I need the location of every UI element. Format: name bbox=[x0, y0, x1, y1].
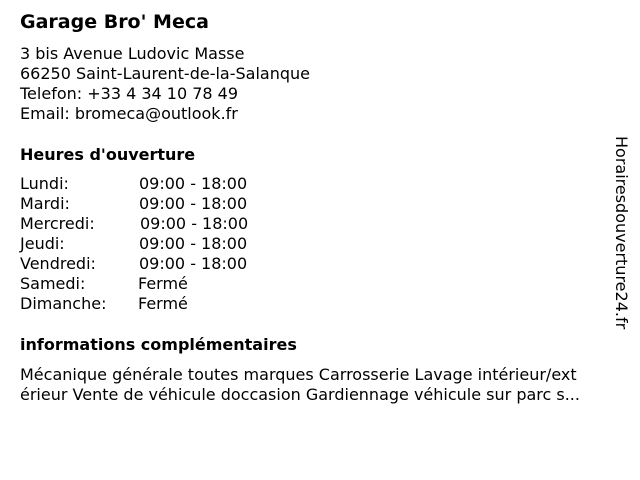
day-label: Mardi: bbox=[20, 194, 70, 213]
hours-row-wednesday bbox=[20, 214, 248, 234]
day-hours: 09:00 - 18:00 bbox=[140, 214, 249, 233]
business-name: Garage Bro' Meca bbox=[20, 11, 209, 33]
day-hours: 09:00 - 18:00 bbox=[139, 254, 248, 273]
hours-row-monday bbox=[20, 174, 248, 194]
hours-row-sunday bbox=[20, 294, 248, 314]
day-label: Samedi: bbox=[20, 274, 86, 293]
info-line: érieur Vente de véhicule doccasion Gardiennage véhicule sur parc s... bbox=[20, 385, 580, 404]
info-heading: informations complémentaires bbox=[20, 335, 297, 354]
day-label: Lundi: bbox=[20, 174, 69, 193]
hours-row-tuesday bbox=[20, 194, 248, 214]
email-text: Email: bromeca@outlook.fr bbox=[20, 104, 238, 123]
day-hours: Fermé bbox=[138, 294, 188, 313]
day-hours: 09:00 - 18:00 bbox=[139, 174, 248, 193]
hours-row-thursday bbox=[20, 234, 248, 254]
hours-table bbox=[20, 174, 248, 314]
site-watermark: Horairesdouverture24.fr bbox=[612, 136, 631, 330]
day-label: Jeudi: bbox=[20, 234, 65, 253]
info-line: Mécanique générale toutes marques Carrosserie Lavage intérieur/ext bbox=[20, 365, 577, 384]
address-street: 3 bis Avenue Ludovic Masse bbox=[20, 44, 245, 63]
hours-row-friday bbox=[20, 254, 248, 274]
day-label: Dimanche: bbox=[20, 294, 107, 313]
contact-block bbox=[20, 44, 310, 124]
address-city: 66250 Saint-Laurent-de-la-Salanque bbox=[20, 64, 310, 83]
hours-row-saturday bbox=[20, 274, 248, 294]
phone-text: Telefon: +33 4 34 10 78 49 bbox=[20, 84, 239, 103]
day-hours: 09:00 - 18:00 bbox=[139, 194, 248, 213]
info-text bbox=[20, 365, 630, 405]
day-hours: 09:00 - 18:00 bbox=[139, 234, 248, 253]
hours-heading: Heures d'ouverture bbox=[20, 145, 196, 164]
day-hours: Fermé bbox=[138, 274, 188, 293]
day-label: Mercredi: bbox=[20, 214, 95, 233]
day-label: Vendredi: bbox=[20, 254, 96, 273]
